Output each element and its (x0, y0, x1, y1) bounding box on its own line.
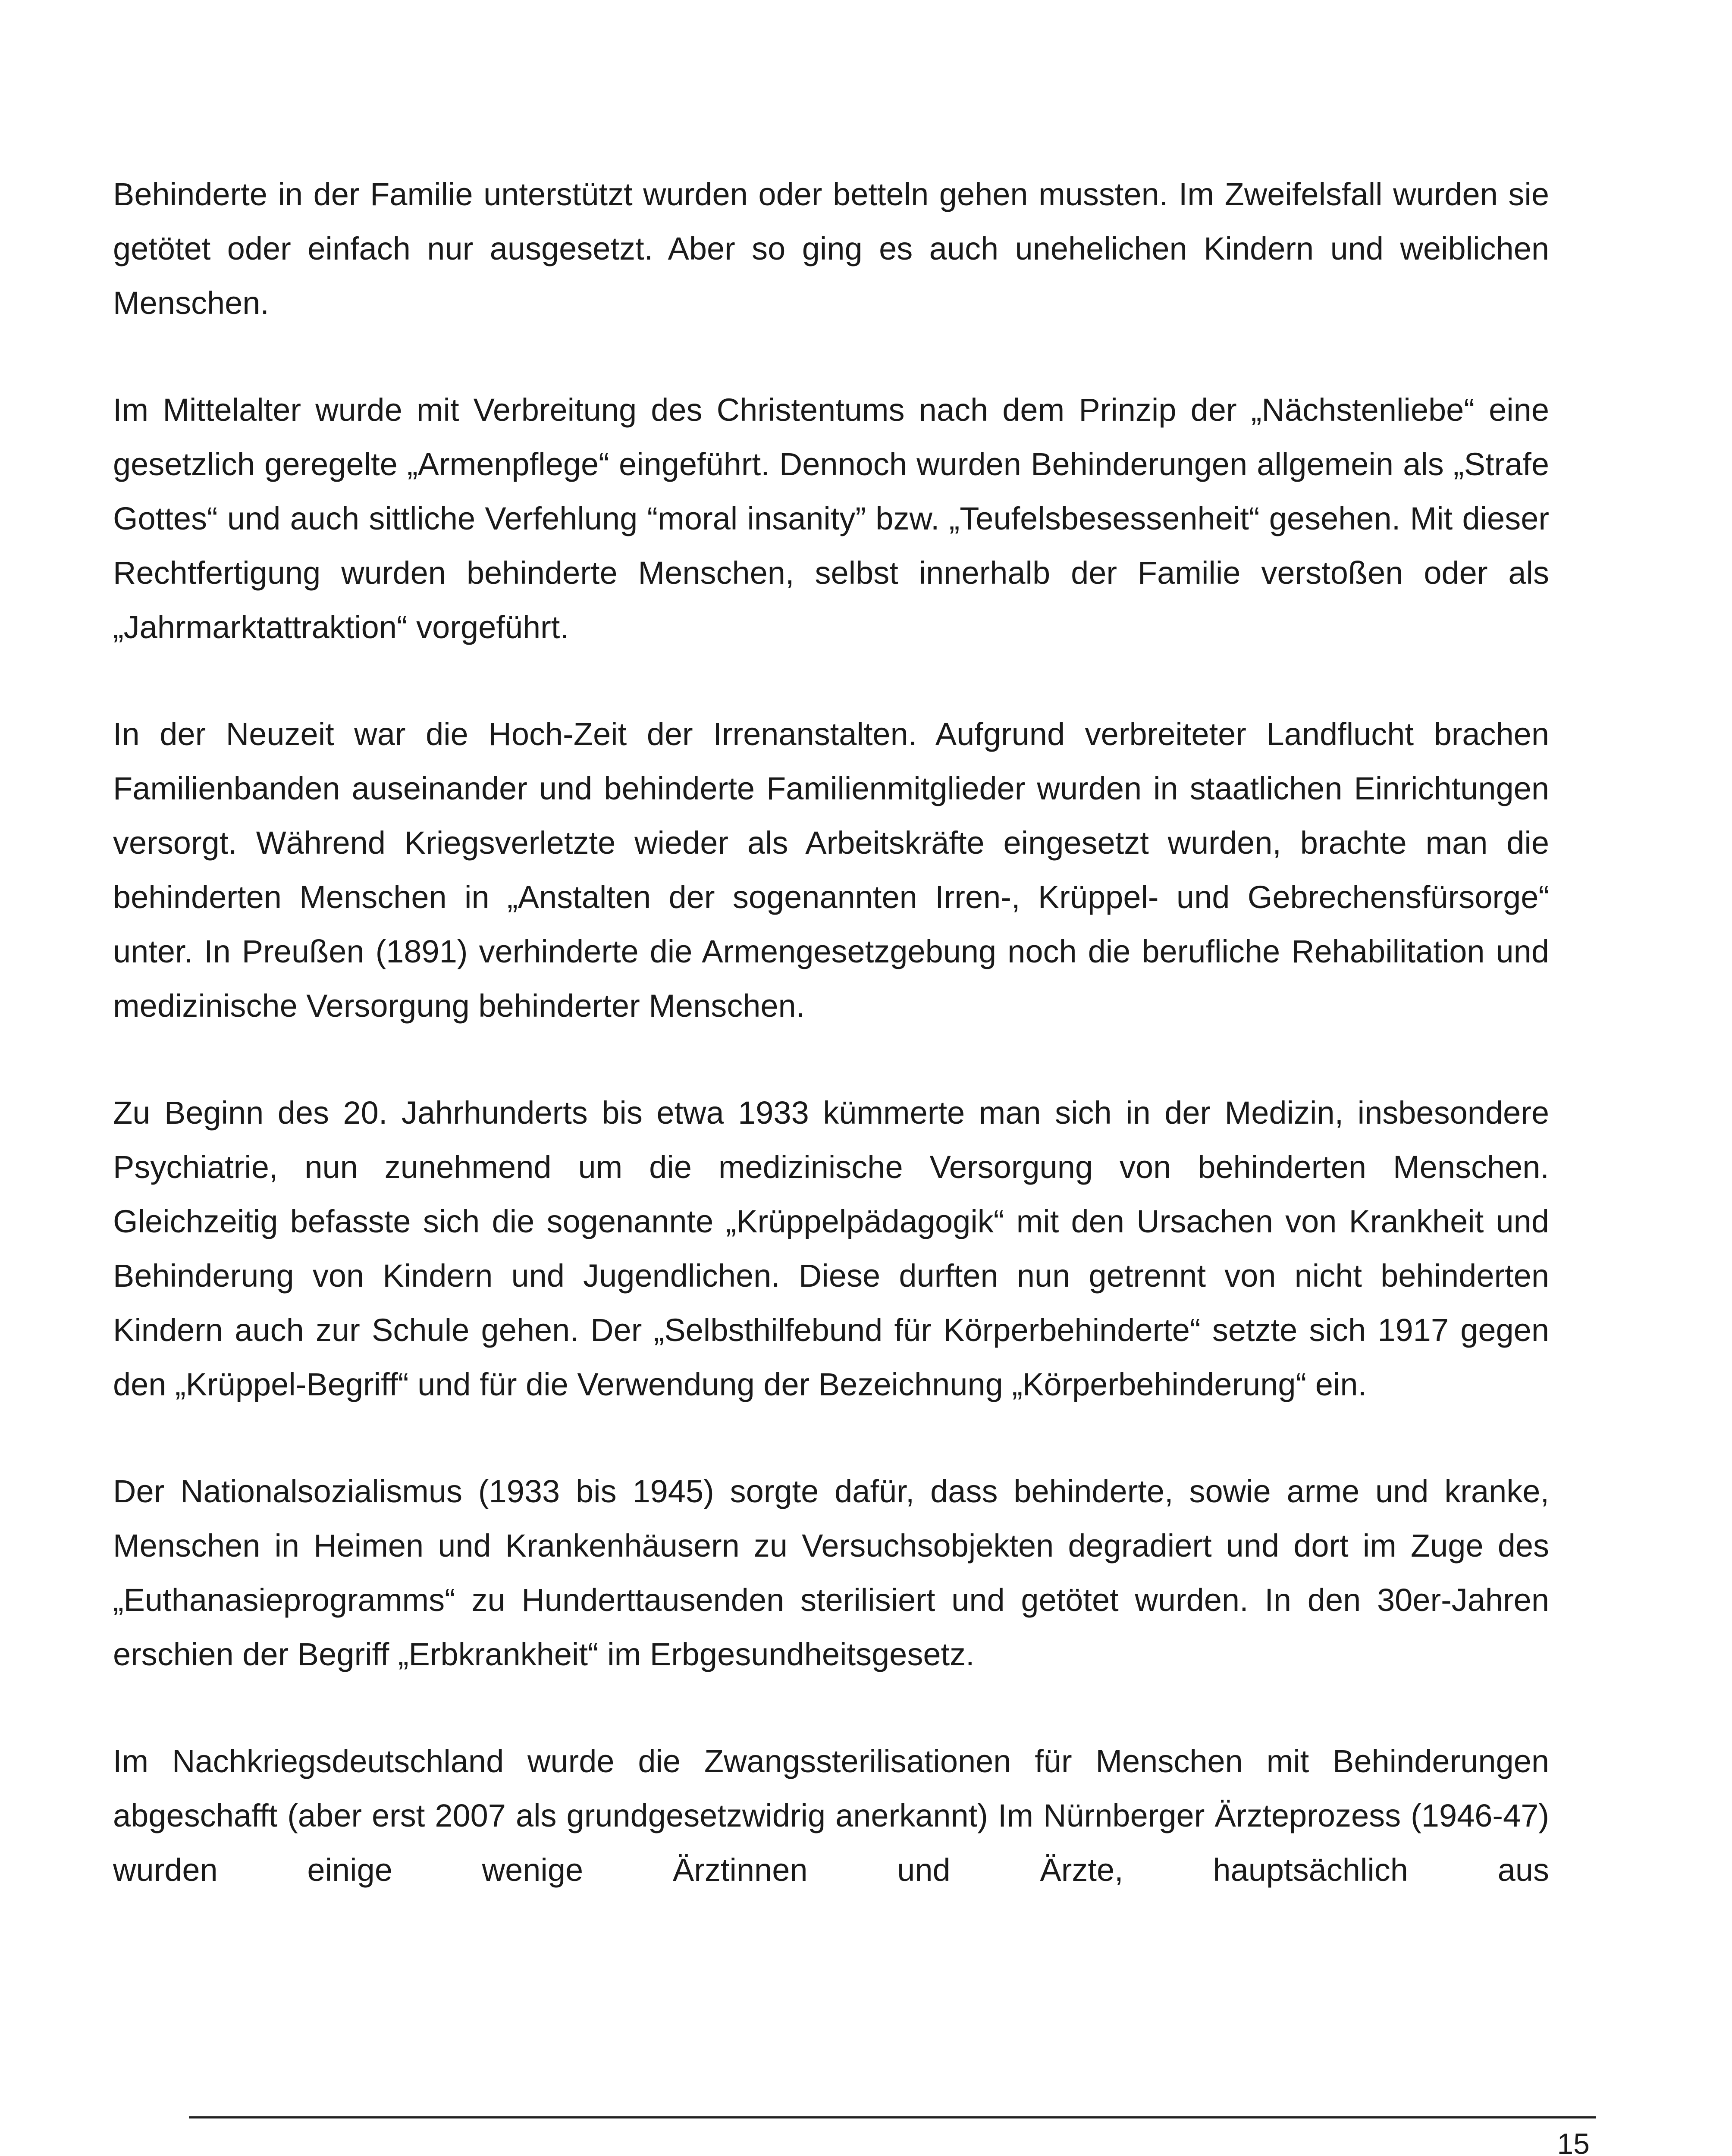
paragraph-5: Der Nationalsozialismus (1933 bis 1945) sorgte dafür, dass behinderte, sowie arme und kranke, Menschen in Heimen und Krankenhäusern zu Versuchsobjekten degradiert und dort im Zuge des „Euthanasieprogramms“ zu Hunderttausenden sterilisiert und getötet wurden. In den 30er-Jahren erschien der Begriff „Erbkrankheit“ im Erbgesundheitsgesetz. (113, 1473, 1549, 1672)
body-text (113, 167, 1549, 1897)
paragraph-3: In der Neuzeit war die Hoch-Zeit der Irrenanstalten. Aufgrund verbreiteter Landflucht brachen Familienbanden auseinander und behinderte Familienmitglieder wurden in staatlichen Einrichtungen versorgt. Während Kriegsverletzte wieder als Arbeitskräfte eingesetzt wurden, brachte man die behinderten Menschen in „Anstalten der sogenannten Irren-, Krüppel- und Gebrechensfürsorge“ unter. In Preußen (1891) verhinderte die Armengesetzgebung noch die berufliche Rehabilitation und medizinische Versorgung behinderter Menschen. (113, 716, 1549, 1024)
paragraph-1: Behinderte in der Familie unterstützt wurden oder betteln gehen mussten. Im Zweifelsfall wurden sie getötet oder einfach nur ausgesetzt. Aber so ging es auch unehelichen Kindern und weiblichen Menschen. (113, 176, 1549, 321)
paragraph-6: Im Nachkriegsdeutschland wurde die Zwangssterilisationen für Menschen mit Behinderungen abgeschafft (aber erst 2007 als grundgesetzwidrig anerkannt) Im Nürnberger Ärzteprozess (1946-47) wurden einige wenige Ärztinnen und Ärzte, hauptsächlich aus (113, 1743, 1549, 1888)
paragraph-2: Im Mittelalter wurde mit Verbreitung des Christentums nach dem Prinzip der „Nächstenliebe“ eine gesetzlich geregelte „Armenpflege“ eingeführt. Dennoch wurden Behinderungen allgemein als „Strafe Gottes“ und auch sittliche Verfehlung “moral insanity” bzw. „Teufelsbesessenheit“ gesehen. Mit dieser Rechtfertigung wurden behinderte Menschen, selbst innerhalb der Familie verstoßen oder als „Jahrmarktattraktion“ vorgeführt. (113, 392, 1549, 645)
page-number: 15 (1557, 2128, 1590, 2156)
footer-divider (189, 2116, 1596, 2118)
paragraph-4: Zu Beginn des 20. Jahrhunderts bis etwa 1933 kümmerte man sich in der Medizin, insbesondere Psychiatrie, nun zunehmend um die medizinische Versorgung von behinderten Menschen. Gleichzeitig befasste sich die sogenannte „Krüppelpädagogik“ mit den Ursachen von Krankheit und Behinderung von Kindern und Jugendlichen. Diese durften nun getrennt von nicht behinderten Kindern auch zur Schule gehen. Der „Selbsthilfebund für Körperbehinderte“ setzte sich 1917 gegen den „Krüppel-Begriff“ und für die Verwendung der Bezeichnung „Körperbehinderung“ ein. (113, 1095, 1549, 1402)
